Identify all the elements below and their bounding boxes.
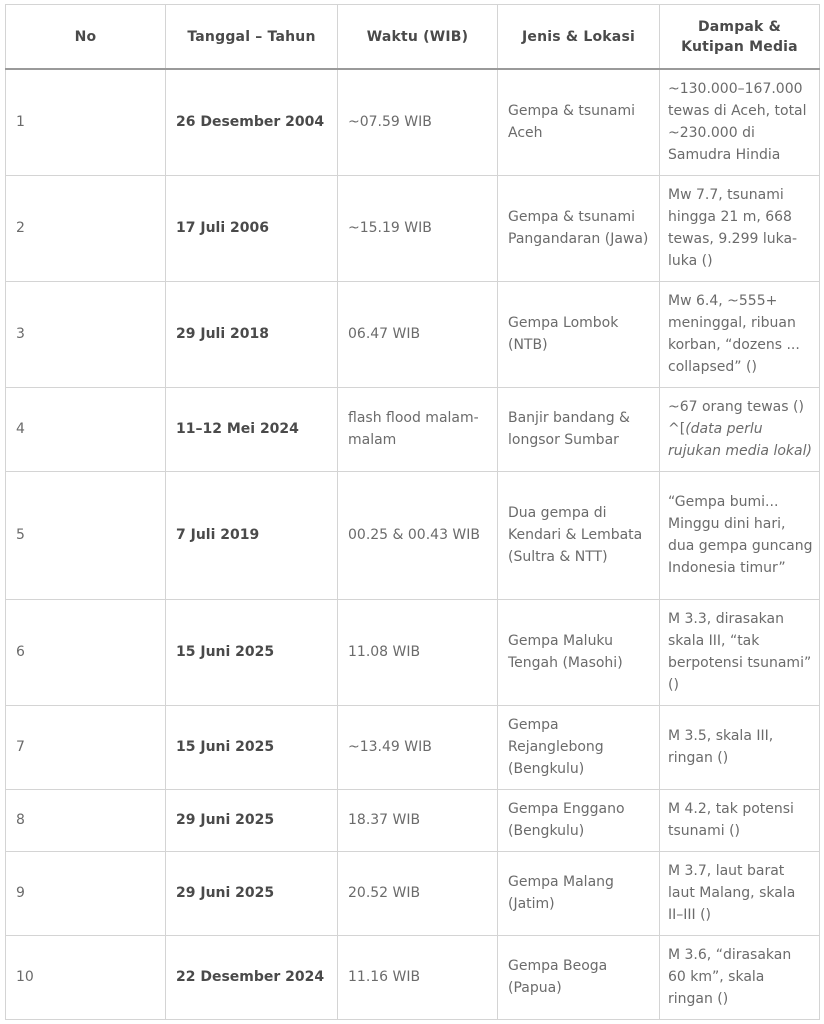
cell-impact (660, 471, 820, 599)
table-row (6, 69, 820, 175)
cell-date: 7 Juli 2019 (166, 471, 338, 599)
header-location: Jenis & Lokasi (498, 5, 660, 70)
cell-date: 29 Juni 2025 (166, 789, 338, 851)
header-date: Tanggal – Tahun (166, 5, 338, 70)
cell-date: 15 Juni 2025 (166, 599, 338, 705)
cell-impact (660, 175, 820, 281)
cell-time: 11.08 WIB (338, 599, 498, 705)
cell-location: Gempa Lombok (NTB) (498, 281, 660, 387)
table-row (6, 705, 820, 789)
cell-date: 11–12 Mei 2024 (166, 387, 338, 471)
cell-date: 29 Juni 2025 (166, 851, 338, 935)
cell-no: 2 (6, 175, 166, 281)
cell-location: Gempa & tsunami Pangandaran (Jawa) (498, 175, 660, 281)
cell-date: 15 Juni 2025 (166, 705, 338, 789)
cell-location: Gempa Maluku Tengah (Masohi) (498, 599, 660, 705)
cell-no: 3 (6, 281, 166, 387)
impact-text: M 3.7, laut barat laut Malang, skala II–III () (668, 863, 796, 923)
cell-time: 20.52 WIB (338, 851, 498, 935)
impact-text: Mw 6.4, ~555+ meninggal, ribuan korban, “dozens ... collapsed” () (668, 293, 800, 375)
cell-impact (660, 69, 820, 175)
header-row (6, 5, 820, 70)
cell-no: 4 (6, 387, 166, 471)
cell-impact (660, 281, 820, 387)
cell-date: 26 Desember 2004 (166, 69, 338, 175)
cell-impact (660, 851, 820, 935)
cell-time: flash flood malam-malam (338, 387, 498, 471)
cell-date: 22 Desember 2024 (166, 935, 338, 1019)
table-row (6, 281, 820, 387)
cell-time: 06.47 WIB (338, 281, 498, 387)
cell-time: ~15.19 WIB (338, 175, 498, 281)
cell-location: Banjir bandang & longsor Sumbar (498, 387, 660, 471)
impact-text: ~67 orang tewas () ^[ (668, 399, 804, 437)
impact-text: ~130.000–167.000 tewas di Aceh, total ~230.000 di Samudra Hindia (668, 81, 807, 164)
disaster-events-table (5, 4, 820, 1020)
cell-time: ~13.49 WIB (338, 705, 498, 789)
cell-time: 00.25 & 00.43 WIB (338, 471, 498, 599)
cell-time: ~07.59 WIB (338, 69, 498, 175)
cell-location: Dua gempa di Kendari & Lembata (Sultra & NTT) (498, 471, 660, 599)
cell-date: 17 Juli 2006 (166, 175, 338, 281)
header-time: Waktu (WIB) (338, 5, 498, 70)
cell-no: 8 (6, 789, 166, 851)
cell-impact (660, 599, 820, 705)
cell-no: 6 (6, 599, 166, 705)
impact-note: (data perlu rujukan media lokal) (668, 421, 812, 459)
cell-no: 5 (6, 471, 166, 599)
cell-location: Gempa Enggano (Bengkulu) (498, 789, 660, 851)
cell-no: 10 (6, 935, 166, 1019)
table-row (6, 599, 820, 705)
cell-no: 1 (6, 69, 166, 175)
cell-location: Gempa & tsunami Aceh (498, 69, 660, 175)
cell-location: Gempa Malang (Jatim) (498, 851, 660, 935)
cell-location: Gempa Beoga (Papua) (498, 935, 660, 1019)
cell-impact (660, 387, 820, 471)
cell-time: 18.37 WIB (338, 789, 498, 851)
header-no: No (6, 5, 166, 70)
impact-text: “Gempa bumi... Minggu dini hari, dua gempa guncang Indonesia timur” (668, 494, 813, 576)
table-row (6, 387, 820, 471)
table-row (6, 789, 820, 851)
cell-no: 7 (6, 705, 166, 789)
table-row (6, 851, 820, 935)
impact-text: M 4.2, tak potensi tsunami () (668, 801, 794, 839)
disaster-table-container (5, 4, 820, 1020)
table-row (6, 471, 820, 599)
cell-date: 29 Juli 2018 (166, 281, 338, 387)
cell-time: 11.16 WIB (338, 935, 498, 1019)
impact-text: M 3.5, skala III, ringan () (668, 728, 774, 766)
impact-text: M 3.3, dirasakan skala III, “tak berpotensi tsunami” () (668, 611, 812, 693)
cell-impact (660, 935, 820, 1019)
impact-text: M 3.6, “dirasakan 60 km”, skala ringan () (668, 947, 792, 1007)
cell-impact (660, 789, 820, 851)
header-impact: Dampak & Kutipan Media (660, 5, 820, 70)
table-header (6, 5, 820, 70)
table-row (6, 935, 820, 1019)
table-body (6, 69, 820, 1019)
impact-text: Mw 7.7, tsunami hingga 21 m, 668 tewas, 9.299 luka-luka () (668, 187, 798, 269)
cell-impact (660, 705, 820, 789)
cell-no: 9 (6, 851, 166, 935)
cell-location: Gempa Rejanglebong (Bengkulu) (498, 705, 660, 789)
table-row (6, 175, 820, 281)
